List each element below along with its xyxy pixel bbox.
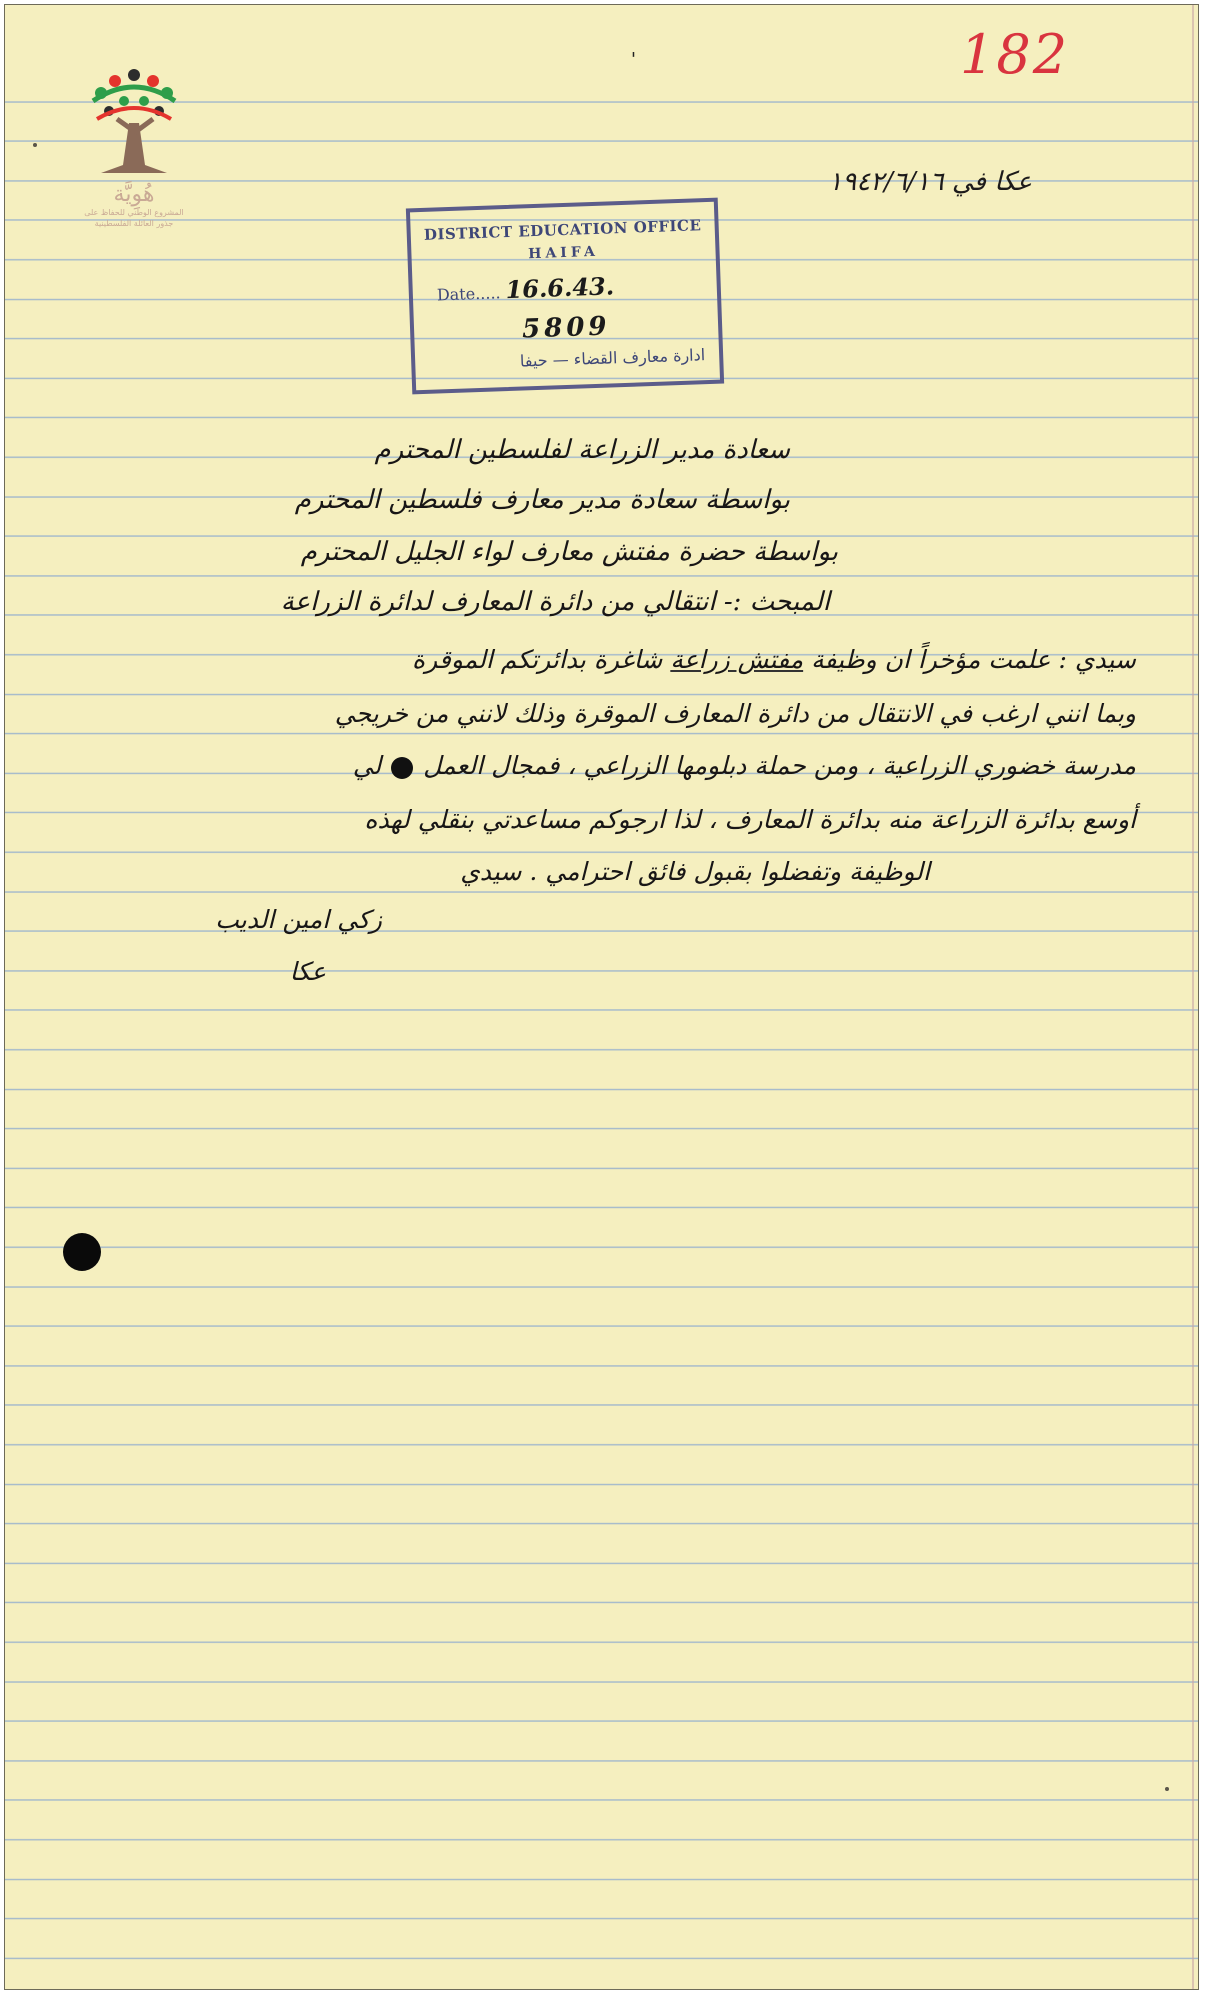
stamp-header: DISTRICT EDUCATION OFFICE [423,216,702,244]
letter-page [4,4,1199,1990]
letter-body-line-4: أوسع بدائرة الزراعة منه بدائرة المعارف ، لذا ارجوكم مساعدتي بنقلي لهذه [364,805,1136,834]
ink-blot-mark [391,757,413,779]
right-margin-line [1192,5,1194,1989]
paper-speck [1165,1787,1169,1791]
body-line-1-start: سيدي : علمت مؤخراً ان وظيفة [811,645,1136,674]
letter-body-line-5: الوظيفة وتفضلوا بقبول فائق احترامي . سيدي [460,857,930,886]
stamp-date-value: 16.6.43. [505,271,615,305]
logo-caption-line-1: المشروع الوطني للحفاظ على [84,208,184,217]
letter-body-line-1 [412,645,1136,674]
stamp-reference-number: 5809 [521,311,611,345]
watermark-logo [69,53,199,229]
logo-wordmark: هُوِيَّة [113,182,155,207]
body-line-1-underlined: مفتش زراعة [670,645,804,674]
stamp-city: HAIFA [527,243,600,263]
letter-body-line-3 [353,751,1136,780]
tree-people-logo-icon [79,53,189,183]
letter-addressee: سعادة مدير الزراعة لفلسطين المحترم [374,435,790,465]
stamp-arabic-footer: ادارة معارف القضاء — حيفا [519,345,706,371]
body-line-1-end: شاغرة بدائرتكم الموقرة [411,645,663,674]
stamp-date-label: Date [436,284,476,305]
body-line-3-text: مدرسة خضوري الزراعية ، ومن حملة دبلومها الزراعي ، فمجال العمل [423,751,1136,780]
stamp-date-row: Date..... 16.6.43. [436,271,615,305]
body-line-3-end: لي [352,751,382,780]
letter-via-line-1: بواسطة سعادة مدير معارف فلسطين المحترم [294,485,790,515]
top-ink-mark: ' [631,49,636,70]
letter-via-line-2: بواسطة حضرة مفتش معارف لواء الجليل المحترم [300,537,838,567]
punch-hole [63,1233,101,1271]
letter-date: عكا في ١٩٤٢/٦/١٦ [828,167,1032,197]
letter-subject: المبحث :- انتقالي من دائرة المعارف لدائرة الزراعة [280,587,830,617]
page-number: 182 [960,23,1070,86]
logo-caption-line-2: جذور العائلة الفلسطينية [94,219,174,228]
paper-speck [33,143,37,147]
letter-body-line-2: وبما انني ارغب في الانتقال من دائرة المعارف الموقرة وذلك لانني من خريجي [334,699,1136,728]
signature-name: زكي امين الديب [215,905,382,934]
district-office-stamp [406,198,724,395]
signature-place: عكا [289,957,326,986]
